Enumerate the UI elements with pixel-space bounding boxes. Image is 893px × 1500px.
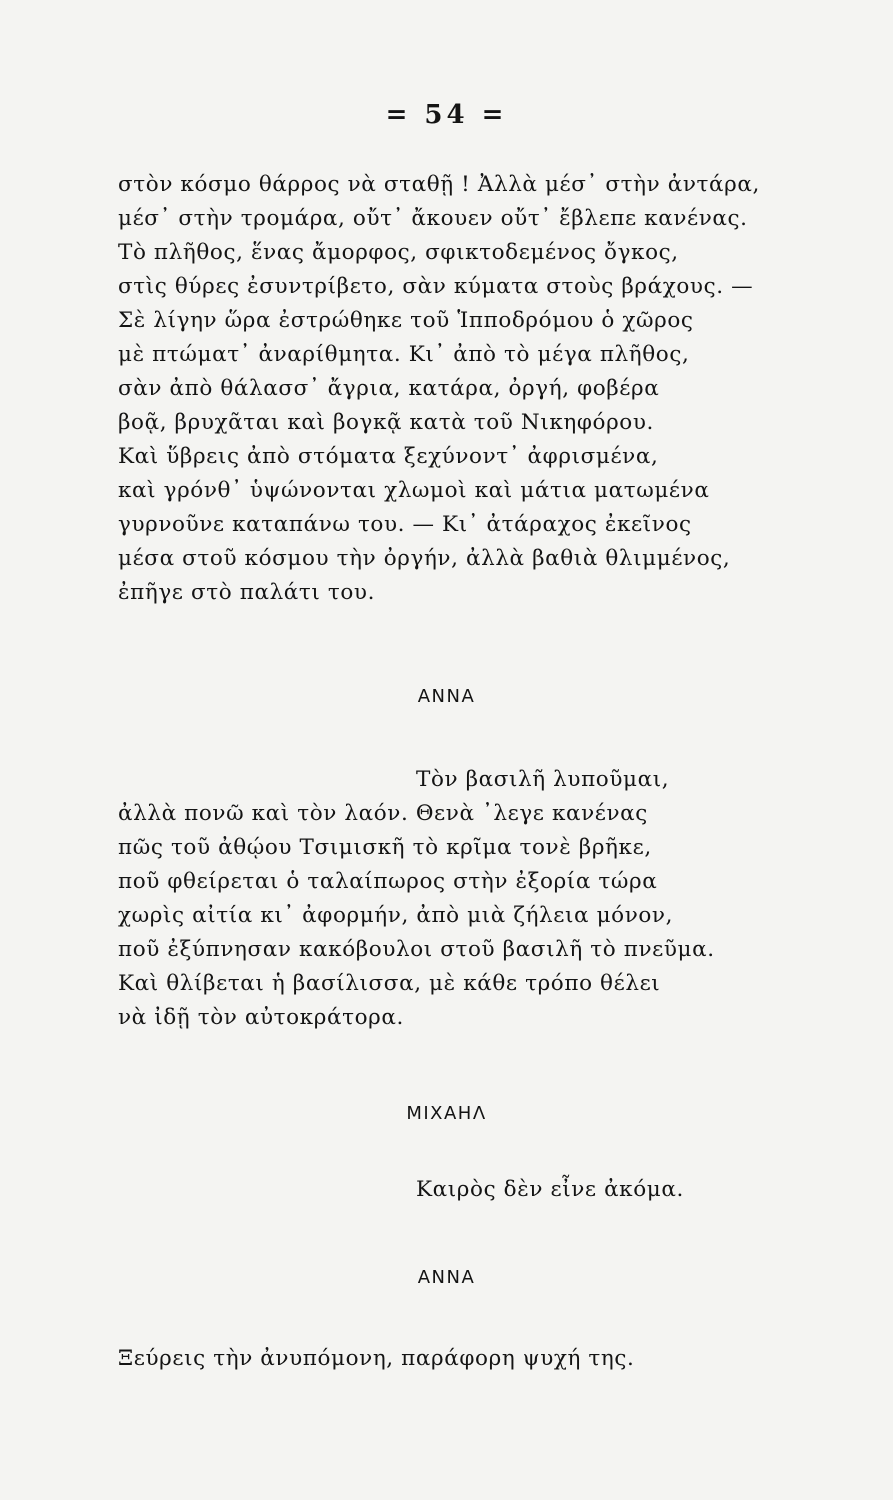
verse-line: καὶ γρόνθ᾿ ὑψώνονται χλωμοὶ καὶ μάτια ματωμένα xyxy=(118,478,710,503)
verse-line: ποῦ φθείρεται ὁ ταλαίπωρος στὴν ἐξορία τώρα xyxy=(118,869,658,894)
verse-line: χωρὶς αἰτία κι᾿ ἀφορμήν, ἀπὸ μιὰ ζήλεια μόνον, xyxy=(118,903,674,928)
verse-line: Καὶ θλίβεται ἡ βασίλισσα, μὲ κάθε τρόπο θέλει xyxy=(118,971,661,996)
speaker-name-anna: ΑΝΝΑ xyxy=(417,686,476,707)
verse-line: ἐπῆγε στὸ παλάτι του. xyxy=(118,580,376,605)
verse-line: νὰ ἰδῇ τὸν αὐτοκράτορα. xyxy=(118,1005,404,1030)
verse-block-2 xyxy=(118,763,738,1035)
verse-line: Τὸ πλῆθος, ἕνας ἄμορφος, σφικτοδεμένος ὄγκος, xyxy=(118,240,679,265)
verse-line: μέσα στοῦ κόσμου τὴν ὀργήν, ἀλλὰ βαθιὰ θλιμμένος, xyxy=(118,546,731,571)
verse-line: Καὶ ὕβρεις ἀπὸ στόματα ξεχύνοντ᾿ ἀφρισμένα, xyxy=(118,444,659,469)
verse-line: Ξεύρεις τὴν ἀνυπόμονη, παράφορη ψυχή της. xyxy=(118,1346,635,1371)
speaker-name-michael: ΜΙΧΑΗΛ xyxy=(406,1103,487,1124)
verse-line: Καιρὸς δὲν εἶνε ἀκόμα. xyxy=(416,1177,684,1202)
verse-line: σὰν ἀπὸ θάλασσ᾿ ἄγρια, κατάρα, ὀργή, φοβέρα xyxy=(118,376,660,401)
verse-line: ποῦ ἐξύπνησαν κακόβουλοι στοῦ βασιλῆ τὸ πνεῦμα. xyxy=(118,937,715,962)
page-number: = 54 = xyxy=(385,100,508,130)
verse-line: πῶς τοῦ ἀθῴου Τσιμισκῆ τὸ κρῖμα τονὲ βρῆκε, xyxy=(118,835,652,860)
verse-line: μὲ πτώματ᾿ ἀναρίθμητα. Κι᾿ ἀπὸ τὸ μέγα πλῆθος, xyxy=(118,342,690,367)
verse-line: ἀλλὰ πονῶ καὶ τὸν λαόν. Θενὰ ᾿λεγε κανένας xyxy=(118,801,648,826)
verse-line: στὸν κόσμο θάρρος νὰ σταθῇ ! Ἀλλὰ μέσ᾿ στὴν ἀντάρα, xyxy=(118,172,760,197)
verse-line: μέσ᾿ στὴν τρομάρα, οὔτ᾿ ἄκουεν οὔτ᾿ ἔβλεπε κανένας. xyxy=(118,206,748,231)
verse-line: στὶς θύρες ἐσυντρίβετο, σὰν κύματα στοὺς βράχους. — xyxy=(118,274,754,299)
verse-line: βοᾷ, βρυχᾶται καὶ βογκᾷ κατὰ τοῦ Νικηφόρου. xyxy=(118,410,654,435)
speaker-name-anna: ΑΝΝΑ xyxy=(417,1267,476,1288)
verse-block-1 xyxy=(118,168,760,610)
verse-block-3 xyxy=(118,1173,738,1207)
verse-line: Σὲ λίγην ὥρα ἐστρώθηκε τοῦ Ἱπποδρόμου ὁ χῶρος xyxy=(118,308,694,333)
verse-block-4 xyxy=(118,1342,738,1376)
verse-line: γυρνοῦνε καταπάνω του. — Κι᾿ ἀτάραχος ἐκεῖνος xyxy=(118,512,692,537)
verse-line: Τὸν βασιλῆ λυποῦμαι, xyxy=(416,767,670,792)
